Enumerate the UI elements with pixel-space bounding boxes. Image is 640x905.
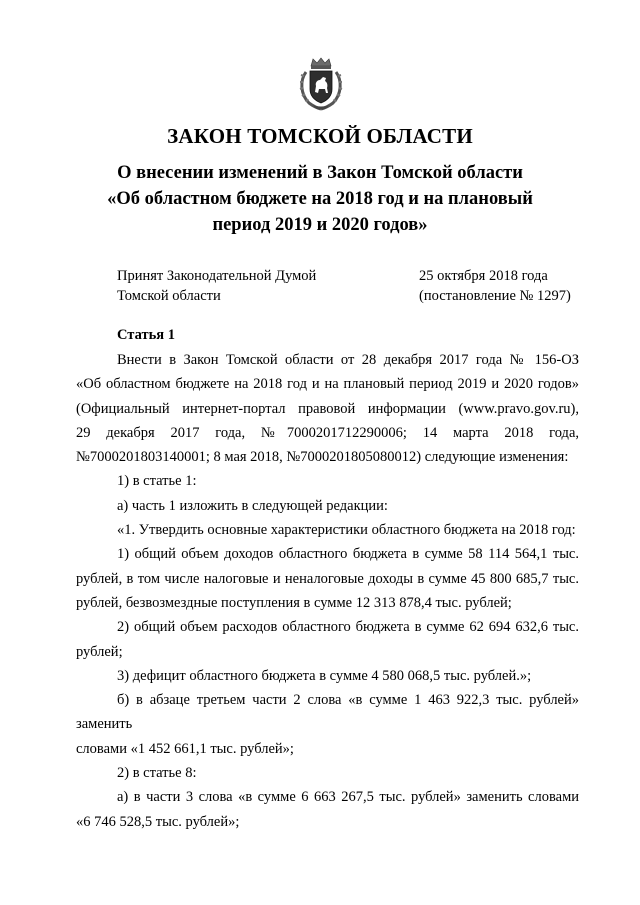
paragraph-line: «Об областном бюджете на 2018 год и на плановый период 2019 и 2020 годов» bbox=[76, 376, 579, 393]
paragraph-line: б) в абзаце третьем части 2 слова «в сумме 1 463 922,3 тыс. рублей» заменить bbox=[76, 692, 579, 733]
paragraph-line: 29 декабря 2017 года, №7000201712290006; 14 марта 2018 года, bbox=[76, 424, 579, 441]
paragraph bbox=[76, 615, 579, 639]
paragraph: «1. Утвердить основные характеристики областного бюджета на 2018 год: bbox=[117, 522, 576, 539]
adopted-by-line: Принят Законодательной Думой bbox=[117, 268, 317, 284]
paragraph-line: 1) общий объем доходов областного бюджета в сумме 58 114 564,1 тыс. bbox=[117, 546, 579, 563]
paragraph-line: №7000201803140001; 8 мая 2018, №7000201805080012) следующие изменения: bbox=[76, 449, 569, 466]
tomsk-region-coat-of-arms-icon bbox=[297, 56, 345, 112]
paragraph bbox=[76, 785, 579, 809]
paragraph-line: рублей, в том числе налоговые и неналоговые доходы в сумме 45 800 685,7 тыс. bbox=[76, 570, 579, 587]
adopted-by bbox=[117, 266, 316, 306]
article-heading: Статья 1 bbox=[117, 327, 175, 343]
document-title bbox=[70, 160, 570, 238]
document-title-line: «Об областном бюджете на 2018 год и на плановый bbox=[107, 189, 533, 209]
resolution-number: (постановление № 1297) bbox=[419, 288, 571, 304]
paragraph bbox=[76, 688, 579, 737]
paragraph bbox=[76, 348, 579, 372]
paragraph-line: Внести в Закон Томской области от 28 декабря 2017 года № 156-ОЗ bbox=[117, 352, 579, 368]
paragraph: 2) в статье 8: bbox=[117, 765, 197, 782]
paragraph bbox=[76, 542, 579, 566]
adopted-by-line: Томской области bbox=[117, 288, 221, 304]
paragraph: а) часть 1 изложить в следующей редакции: bbox=[117, 497, 388, 514]
paragraph-line: а) в части 3 слова «в сумме 6 663 267,5 тыс. рублей» заменить словами bbox=[117, 789, 579, 806]
paragraph-line: словами «1 452 661,1 тыс. рублей»; bbox=[76, 740, 294, 757]
paragraph-line: рублей; bbox=[76, 643, 123, 660]
document-title-line: период 2019 и 2020 годов» bbox=[212, 215, 428, 235]
adoption-date bbox=[419, 266, 571, 306]
law-title: ЗАКОН ТОМСКОЙ ОБЛАСТИ bbox=[167, 124, 473, 148]
document-title-line: О внесении изменений в Закон Томской области bbox=[117, 163, 523, 183]
adoption-date-line: 25 октября 2018 года bbox=[419, 268, 548, 284]
paragraph: 1) в статье 1: bbox=[117, 473, 197, 490]
paragraph-line: рублей, безвозмездные поступления в сумме 12 313 878,4 тыс. рублей; bbox=[76, 594, 512, 611]
paragraph: 3) дефицит областного бюджета в сумме 4 580 068,5 тыс. рублей.»; bbox=[117, 667, 532, 684]
paragraph-line: (Официальный интернет-портал правовой информации (www.pravo.gov.ru), bbox=[76, 400, 579, 417]
article-body bbox=[76, 348, 579, 834]
paragraph-line: 2) общий объем расходов областного бюджета в сумме 62 694 632,6 тыс. bbox=[117, 619, 579, 636]
paragraph-line: «6 746 528,5 тыс. рублей»; bbox=[76, 813, 240, 830]
